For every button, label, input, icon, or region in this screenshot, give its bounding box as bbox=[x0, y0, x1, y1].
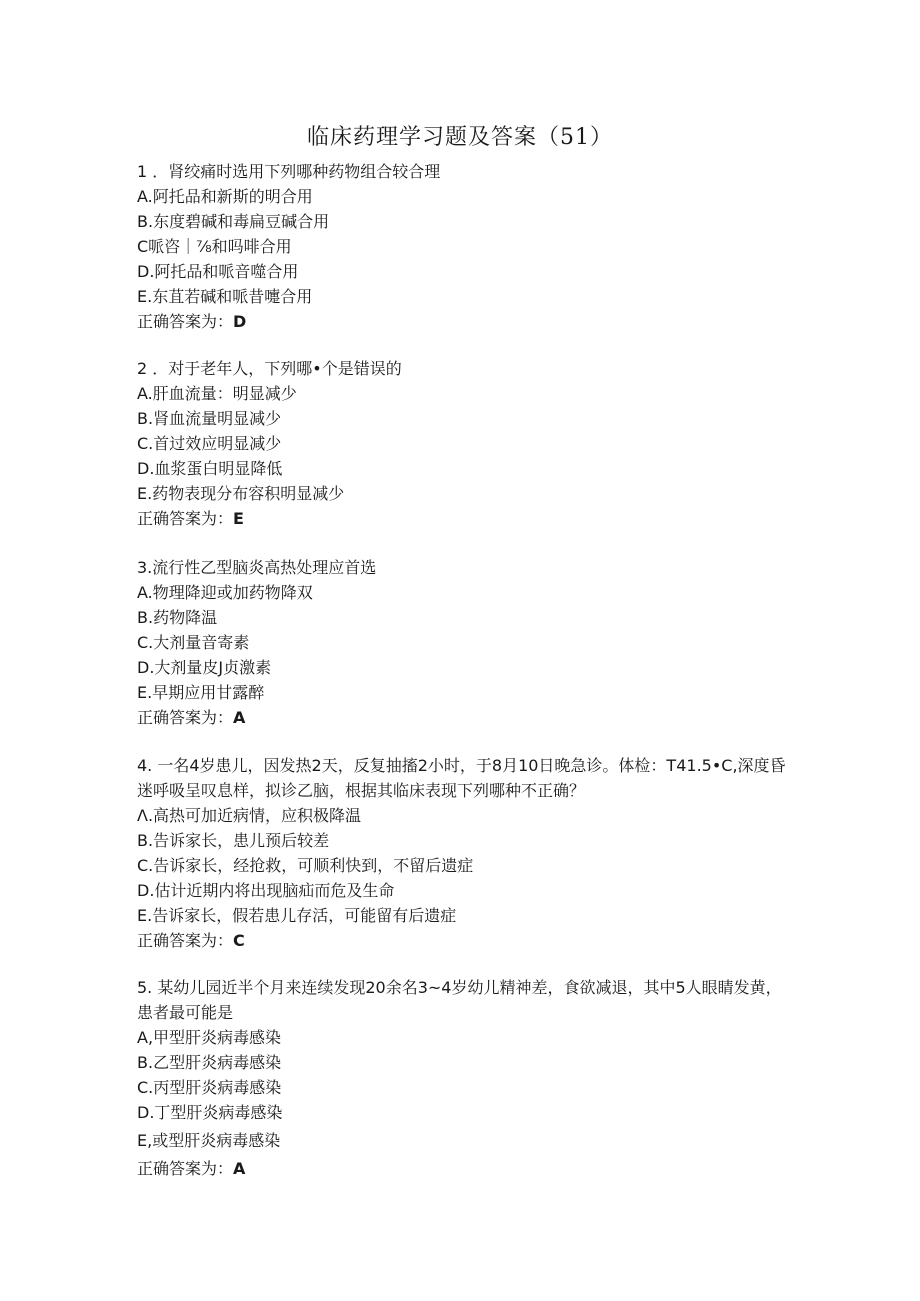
answer-value: D bbox=[233, 312, 247, 331]
question-3 bbox=[137, 555, 787, 730]
option-e: E.东苴若碱和哌昔嚏合用 bbox=[137, 287, 313, 306]
option-e: E.药物表现分布容积明显减少 bbox=[137, 484, 345, 503]
question-stem: 3.流行性乙型脑炎高热处理应首选 bbox=[137, 558, 377, 577]
answer-line bbox=[137, 928, 787, 953]
option-a: A,甲型肝炎病毒感染 bbox=[137, 1028, 282, 1047]
answer-line bbox=[137, 1156, 787, 1181]
option-c: C.大剂量音寄素 bbox=[137, 633, 250, 652]
question-stem: 1 ．肾绞痛时选用下列哪种药物组合较合理 bbox=[137, 162, 441, 181]
option-e: E,或型肝炎病毒感染 bbox=[137, 1131, 281, 1150]
question-2 bbox=[137, 356, 787, 531]
option-c: C.告诉家长，经抢救，可顺利快到，不留后遗症 bbox=[137, 856, 474, 875]
option-c: C.首过效应明显减少 bbox=[137, 434, 282, 453]
answer-label: 正确答案为： bbox=[137, 312, 234, 331]
option-a: Λ.高热可加近病情，应积极降温 bbox=[137, 806, 362, 825]
option-e: E.告诉家长，假若患儿存活，可能留有后遗症 bbox=[137, 906, 457, 925]
answer-label: 正确答案为： bbox=[137, 509, 234, 528]
answer-label: 正确答案为： bbox=[137, 1159, 234, 1178]
answer-value: A bbox=[233, 708, 246, 727]
question-1 bbox=[137, 159, 787, 334]
question-stem: 5. 某幼儿园近半个月来连续发现20余名3~4岁幼儿精神差，食欲减退，其中5人眼睛发黄，患者最可能是 bbox=[137, 978, 782, 1022]
question-stem: 2 ．对于老年人，下列哪•个是错误的 bbox=[137, 359, 402, 378]
answer-line bbox=[137, 309, 787, 334]
option-d: D.估计近期内将出现脑疝而危及生命 bbox=[137, 881, 395, 900]
option-d: D.血浆蛋白明显降低 bbox=[137, 459, 283, 478]
option-b: B.东度碧碱和毒扁豆碱合用 bbox=[137, 212, 330, 231]
option-a: A.阿托品和新斯的明合用 bbox=[137, 187, 313, 206]
option-d: D.阿托品和哌音噬合用 bbox=[137, 262, 299, 281]
option-b: B.告诉家长，患儿预后较差 bbox=[137, 831, 330, 850]
question-5 bbox=[137, 975, 787, 1181]
answer-label: 正确答案为： bbox=[137, 931, 234, 950]
option-b: B.药物降温 bbox=[137, 608, 218, 627]
answer-label: 正确答案为： bbox=[137, 708, 234, 727]
question-4 bbox=[137, 753, 787, 953]
option-c: C哌咨｜⅞和吗啡合用 bbox=[137, 237, 292, 256]
option-e: E.早期应用甘露醉 bbox=[137, 683, 265, 702]
answer-line bbox=[137, 705, 787, 730]
option-a: A.物理降迎或加药物降双 bbox=[137, 583, 313, 602]
option-d: D.丁型肝炎病毒感染 bbox=[137, 1103, 283, 1122]
option-c: C.丙型肝炎病毒感染 bbox=[137, 1078, 282, 1097]
answer-value: C bbox=[233, 931, 245, 950]
answer-line bbox=[137, 506, 787, 531]
option-d: D.大剂量皮J贞激素 bbox=[137, 658, 272, 677]
option-b: B.肾血流量明显减少 bbox=[137, 409, 282, 428]
option-b: B.乙型肝炎病毒感染 bbox=[137, 1053, 282, 1072]
page-title: 临床药理学习题及答案（51） bbox=[307, 125, 613, 150]
answer-value: A bbox=[233, 1159, 246, 1178]
option-a: A.肝血流量：明显减少 bbox=[137, 384, 297, 403]
answer-value: E bbox=[233, 509, 244, 528]
question-stem: 4. 一名4岁患儿，因发热2天，反复抽搐2小时，于8月10日晚急诊。体检：T41.5•C,深度昏迷呼吸呈叹息样，拟诊乙脑，根据其临床表现下列哪种不正确？ bbox=[137, 756, 786, 800]
